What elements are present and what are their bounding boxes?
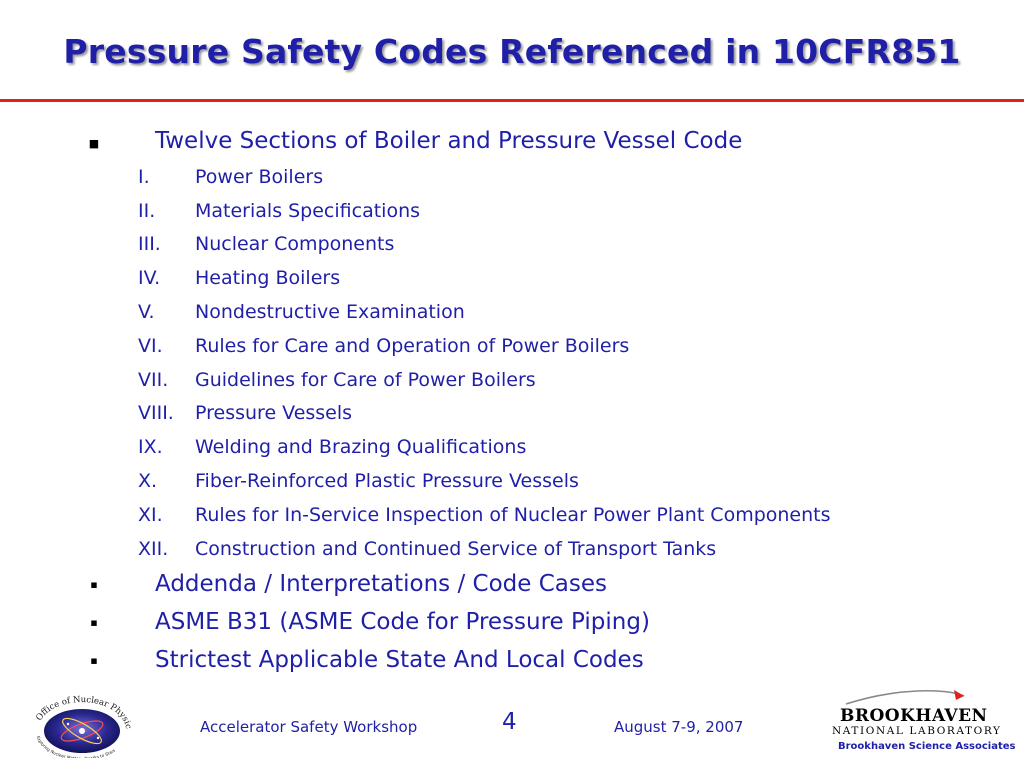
page-number: 4 xyxy=(502,709,517,735)
roman-numeral: XII. xyxy=(138,538,169,560)
sub-list-item xyxy=(0,200,1024,230)
roman-numeral: IX. xyxy=(138,436,163,458)
sub-item-text: Heating Boilers xyxy=(195,267,341,289)
sub-item-text: Nondestructive Examination xyxy=(195,301,465,323)
footer-date: August 7-9, 2007 xyxy=(614,718,744,736)
list-item xyxy=(0,609,1024,643)
brookhaven-science-associates: Brookhaven Science Associates xyxy=(838,741,1016,752)
roman-numeral: VI. xyxy=(138,335,163,357)
seal-top-text: Office of Nuclear Physic xyxy=(34,694,134,730)
sub-item-text: Rules for In-Service Inspection of Nuclear Power Plant Components xyxy=(195,504,831,526)
atom-seal-icon xyxy=(28,694,136,758)
roman-numeral: II. xyxy=(138,200,156,222)
sub-list-item xyxy=(0,335,1024,365)
sub-item-text: Pressure Vessels xyxy=(195,402,353,424)
main-item-text: ASME B31 (ASME Code for Pressure Piping) xyxy=(155,609,650,635)
sub-list-item xyxy=(0,470,1024,500)
bullet-icon: ▪ xyxy=(90,578,98,591)
sub-item-text: Welding and Brazing Qualifications xyxy=(195,436,527,458)
sub-item-text: Power Boilers xyxy=(195,166,324,188)
main-item-text: Twelve Sections of Boiler and Pressure Vessel Code xyxy=(155,128,743,154)
sub-list-item xyxy=(0,233,1024,263)
roman-numeral: IV. xyxy=(138,267,161,289)
footer-event: Accelerator Safety Workshop xyxy=(200,718,418,736)
main-item-text: Strictest Applicable State And Local Codes xyxy=(155,647,644,673)
bullet-icon: ▪ xyxy=(90,616,98,629)
roman-numeral: X. xyxy=(138,470,158,492)
sub-item-text: Rules for Care and Operation of Power Boilers xyxy=(195,335,630,357)
sub-list-item xyxy=(0,301,1024,331)
brookhaven-subtitle: NATIONAL LABORATORY xyxy=(832,725,1002,737)
brookhaven-name: BROOKHAVEN xyxy=(840,706,988,726)
sub-item-text: Construction and Continued Service of Transport Tanks xyxy=(195,538,717,560)
sub-item-text: Guidelines for Care of Power Boilers xyxy=(195,369,536,391)
bullet-icon: ■ xyxy=(88,137,100,150)
seal-bottom-text: Exploring Nuclear Ma arks to Stars xyxy=(35,735,117,758)
roman-numeral: VIII. xyxy=(138,402,174,424)
sub-item-text: Fiber-Reinforced Plastic Pressure Vessels xyxy=(195,470,579,492)
list-item xyxy=(0,571,1024,605)
list-item xyxy=(0,647,1024,681)
sub-list-item xyxy=(0,504,1024,534)
list-item xyxy=(0,128,1024,162)
sub-list-item xyxy=(0,402,1024,432)
roman-numeral: III. xyxy=(138,233,161,255)
roman-numeral: I. xyxy=(138,166,150,188)
sub-list-item xyxy=(0,166,1024,196)
sub-list-item xyxy=(0,538,1024,568)
sub-list-item xyxy=(0,267,1024,297)
title-divider xyxy=(0,99,1024,102)
sub-list-item xyxy=(0,369,1024,399)
sub-list-item xyxy=(0,436,1024,466)
main-item-text: Addenda / Interpretations / Code Cases xyxy=(155,571,607,597)
roman-numeral: VII. xyxy=(138,369,169,391)
nuclear-physics-logo xyxy=(28,694,136,758)
brookhaven-logo xyxy=(826,688,1016,760)
roman-numeral: V. xyxy=(138,301,155,323)
bullet-icon: ▪ xyxy=(90,654,98,667)
slide-title: Pressure Safety Codes Referenced in 10CFR851 xyxy=(63,32,961,71)
sub-item-text: Materials Specifications xyxy=(195,200,421,222)
roman-numeral: XI. xyxy=(138,504,163,526)
sub-item-text: Nuclear Components xyxy=(195,233,395,255)
swoosh-icon xyxy=(826,688,1006,708)
